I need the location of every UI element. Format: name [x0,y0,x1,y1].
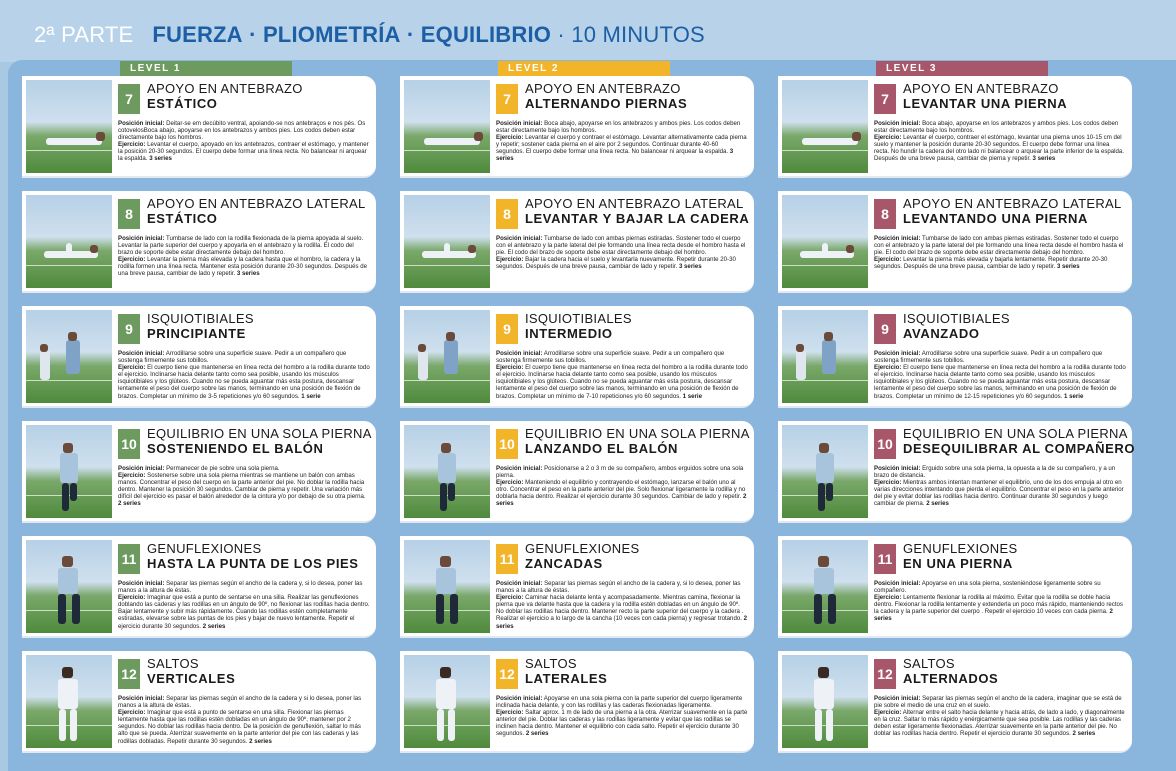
exercise-photo [782,655,868,748]
exercise-card [400,306,754,408]
player-figure [90,245,98,253]
exercise-title: APOYO EN ANTEBRAZO [525,81,681,96]
exercise-text: Mientras ambos intentan mantener el equilibrio, uno de los dos empuja al otro en varias direcciones intentando que pierda el equilibrio. Concentrar el peso en la parte anterior del pie y evitar doblar las rodillas hacia dentro. Continuar durante 30 segundos y luego cambiar de pierna. [874,479,1124,508]
player-figure [441,443,451,453]
series-count: 3 series [496,148,734,163]
exercise-description [874,580,1126,634]
page-title: 2ª PARTE FUERZA · PLIOMETRÍA · EQUILIBRIO · 10 MINUTOS [34,22,705,47]
player-figure [468,245,476,253]
exercise-description [874,120,1126,174]
exercise-label: Ejercicio: [118,256,146,264]
player-figure [818,556,829,567]
exercise-label: Ejercicio: [874,594,902,602]
exercise-photo [26,540,112,633]
exercise-description [118,235,370,289]
starting-position-text: Separar las piernas según el ancho de la cadera, imaginar que se está de pie sobre el medio de una cruz en el suelo. [874,695,1122,710]
player-figure [58,594,66,624]
exercise-text: Lentamente flexionar la rodilla al máximo. Evitar que la rodilla se doble hacia dentro. Flexionar la rodilla lentamente y extenderla un poco más rápido, manteniendo rectos la cadera y la parte superior del cuerpo . Repetir el ejercicio 10 veces con cada pierna. [874,594,1123,616]
exercise-card [400,536,754,638]
exercise-card [400,191,754,293]
series-count: 2 series [926,500,949,508]
series-count: 3 series [1056,263,1080,271]
field-line [404,725,490,726]
starting-position-text: Separar las piernas según el ancho de la cadera y, si lo desea, poner las manos a la altura de éstas. [496,580,741,595]
field-line [26,150,112,151]
level-label-2: LEVEL 2 [498,61,670,77]
exercise-photo [404,195,490,288]
player-figure [814,679,834,709]
exercise-label: Ejercicio: [874,134,902,142]
player-figure [438,453,456,483]
exercise-title: APOYO EN ANTEBRAZO LATERAL [525,196,744,211]
exercise-number-badge: 10 [496,429,518,459]
level-label-3: LEVEL 3 [876,61,1048,77]
exercise-label: Ejercicio: [496,364,524,372]
player-figure [62,556,73,567]
series-count: 2 series [496,493,747,508]
player-figure [70,709,77,741]
starting-position-label: Posición inicial: [874,120,921,127]
player-figure [846,245,854,253]
exercise-subtitle: ALTERNANDO PIERNAS [525,96,688,111]
exercise-subtitle: INTERMEDIO [525,326,613,341]
starting-position-label: Posición inicial: [118,120,165,127]
exercise-title: EQUILIBRIO EN UNA SOLA PIERNA [525,426,750,441]
exercise-text: El cuerpo tiene que mantenerse en línea recta del hombro a la rodilla durante todo el ejercicio. Inclinarse hacia delante tanto como sea posible, usando los músculos isquiotibiales y los glúteos. Cuando no se pueda aguantar más esta postura, descansar lentamente el peso del cuerpo sobre las manos, terminando en una posición de flexión de brazos. Completar un mínimo de 12-15 repeticiones y/o 60 segundos. [874,364,1126,400]
player-figure [796,344,804,352]
exercise-text: Levantar el cuerpo, contraer el estómago, levantar una pierna unos 10-15 cm del suelo y mantener la posición durante 20-30 segundos. El cuerpo debe formar una línea recta. No hundir la cadera del otro lado ni balancear o arquear la parte inferior de la espalda. Después de una breve pausa, cambiar de pierna y repetir. [874,134,1124,163]
player-figure [59,709,66,741]
starting-position-text: Arrodillarse sobre una superficie suave. Pedir a un compañero que sostenga firmemente sus tobillos. [496,350,725,365]
field-line [404,150,490,151]
exercise-number-badge: 11 [496,544,518,574]
exercise-subtitle: HASTA LA PUNTA DE LOS PIES [147,556,359,571]
exercise-description [496,120,748,174]
title-duration: 10 MINUTOS [571,22,705,47]
exercise-number-badge: 7 [496,84,518,114]
exercise-number-badge: 7 [874,84,896,114]
exercise-subtitle: LEVANTAR Y BAJAR LA CADERA [525,211,750,226]
exercise-photo [26,310,112,403]
exercise-photo [26,80,112,173]
exercise-label: Ejercicio: [118,594,146,602]
exercise-text: Caminar hacia delante lenta y acompasadamente. Mientras camina, flexionar la pierna que va delante hasta que la cadera y la rodilla estén dobladas en un ángulo de 90º. No doblar las rodillas hacia dentro. Mantener recto la parte superior del cuerpo y la cadera . Realizar el ejercicio a lo largo de la cancha (10 veces con cada pierna) y regresar trotando. [496,594,744,623]
starting-position-label: Posición inicial: [874,695,921,702]
exercise-photo [404,655,490,748]
exercise-number-badge: 8 [496,199,518,229]
exercise-title: GENUFLEXIONES [525,541,640,556]
series-count: 2 series [496,615,748,630]
field-line [404,495,490,496]
title-segment-balance: EQUILIBRIO [420,22,552,47]
player-figure [424,138,480,145]
exercise-description [874,465,1126,519]
player-figure [816,453,834,483]
player-figure [819,443,829,453]
series-count: 2 series [874,608,1113,623]
exercise-number-badge: 12 [874,659,896,689]
exercise-subtitle: ALTERNADOS [903,671,999,686]
exercise-subtitle: LATERALES [525,671,608,686]
starting-position-label: Posición inicial: [874,465,921,472]
player-figure [60,453,78,483]
player-figure [822,340,836,374]
exercise-number-badge: 9 [496,314,518,344]
exercise-description [118,580,370,634]
exercise-title: ISQUIOTIBIALES [147,311,254,326]
exercise-description [874,695,1126,749]
exercise-photo [782,425,868,518]
starting-position-label: Posición inicial: [496,235,543,242]
exercise-description [496,465,748,519]
exercise-subtitle: EN UNA PIERNA [903,556,1013,571]
exercise-card [400,651,754,753]
exercise-text: El cuerpo tiene que mantenerse en línea recta del hombro a la rodilla durante todo el ejercicio. Inclinarse hacia delante tanto como sea posible, usando los músculos isquiotibiales y los glúteos. Cuando no se pueda aguantar más esta postura, descansar lentamente el peso del cuerpo sobre las manos, terminando en una posición de flexión de brazos. Completar un mínimo de 7-10 repeticiones y/o 60 segundos. [496,364,748,400]
player-figure [436,679,456,709]
exercise-subtitle: AVANZADO [903,326,980,341]
exercise-text: Sostenerse sobre una sola pierna mientras se mantiene un balón con ambas manos. Concentrar el peso del cuerpo en la parte anterior del pie. No doblar la rodilla hacia dentro. Mantener la posición 30 segundos. Cambiar de pierna y repetir. Una variación más difícil del ejercicio es pasar el balón alrededor de la cintura y/o por debajo de su otra pierna. [118,472,366,501]
field-line [26,265,112,266]
exercise-subtitle: LEVANTAR UNA PIERNA [903,96,1068,111]
series-count: 3 series [236,270,260,278]
exercise-label: Ejercicio: [496,479,524,487]
starting-position-text: Tumbarse de lado con la rodilla flexionada de la pierna apoyada al suelo. Levantar la parte superior del cuerpo y apoyarla en el antebrazo y la rodilla. El codo del brazo de soporte debe estar directamente debajo del hombro. [118,235,364,257]
starting-position-text: Separar las piernas según el ancho de la cadera y si lo desea, poner las manos a la altura de éstas. [118,695,362,710]
exercise-label: Ejercicio: [874,709,902,717]
player-figure [826,709,833,741]
exercise-title: GENUFLEXIONES [147,541,262,556]
exercise-description [496,350,748,404]
series-count: 3 series [1032,155,1056,163]
starting-position-text: Tumbarse de lado con ambas piernas estiradas. Sostener todo el cuerpo con el antebrazo y la parte lateral del pie formando una línea recta desde el hombro hasta el pie. El codo del brazo de soporte debe estar directamente debajo del hombro. [874,235,1124,257]
exercise-description [496,580,748,634]
title-segment-plyometrics: PLIOMETRÍA [262,22,401,47]
exercise-label: Ejercicio: [118,472,146,480]
exercise-number-badge: 8 [874,199,896,229]
exercise-card [778,651,1132,753]
player-figure [72,594,80,624]
field-line [404,380,490,381]
exercise-card [400,421,754,523]
starting-position-label: Posición inicial: [118,695,165,702]
exercise-title: ISQUIOTIBIALES [903,311,1010,326]
exercise-title: SALTOS [147,656,199,671]
player-figure [70,483,77,501]
exercise-card [22,651,376,753]
starting-position-text: Arrodillarse sobre una superficie suave. Pedir a un compañero que sostenga firmemente sus tobillos. [118,350,347,365]
exercise-title: APOYO EN ANTEBRAZO [147,81,303,96]
player-figure [440,667,451,678]
series-count: 3 series [149,155,172,163]
exercise-photo [26,655,112,748]
level-label-1: LEVEL 1 [120,61,292,77]
starting-position-label: Posición inicial: [496,465,543,472]
field-line [782,495,868,496]
exercise-label: Ejercicio: [874,364,902,372]
starting-position-label: Posición inicial: [496,350,543,357]
player-figure [63,443,73,453]
starting-position-label: Posición inicial: [874,580,921,587]
exercise-text: El cuerpo tiene que mantenerse en línea recta del hombro a la rodilla durante todo el ejercicio. Inclinarse hacia delante tanto como sea posible, usando los músculos isquiotibiales y los glúteos. Cuando no se pueda aguantar más esta postura, descansar lentamente el peso del cuerpo sobre las manos, terminando en una posición de flexión de brazos. Completar un mínimo de 3-5 repeticiones y/o 60 segundos. [118,364,370,400]
exercise-subtitle: VERTICALES [147,671,236,686]
field-line [782,610,868,611]
player-figure [68,332,77,341]
player-figure [822,243,828,255]
starting-position-text: Deitar-se em decúbito ventral, apoiando-se nos antebraços e nos pés. Os cotovelosBoca abajo, apoyarse en los antebrazos y ambos pies. Los codos deben estar directamente bajo los hombros. [118,120,366,142]
exercise-label: Ejercicio: [118,364,146,372]
player-figure [444,340,458,374]
player-figure [440,556,451,567]
exercise-subtitle: DESEQUILIBRAR AL COMPAÑERO [903,441,1136,456]
field-line [782,380,868,381]
exercise-label: Ejercicio: [496,709,524,717]
exercise-card [778,76,1132,178]
exercise-photo [26,425,112,518]
exercise-description [496,695,748,749]
player-figure [852,132,861,141]
player-figure [62,667,73,678]
exercise-number-badge: 10 [118,429,140,459]
exercise-subtitle: LEVANTANDO UNA PIERNA [903,211,1088,226]
player-figure [802,138,858,145]
starting-position-label: Posición inicial: [118,235,165,242]
exercise-number-badge: 9 [118,314,140,344]
player-figure [448,483,455,501]
exercise-text: Manteniendo el equilibrio y contrayendo el estómago, lanzarse el balón uno al otro. Concentrar el peso en la parte anterior del pie. Solo flexionar ligeramente la rodilla y no doblarla hacia dentro. Realizar el ejercicio durante 30 segundos. Cambiar de lado y repetir. [496,479,746,501]
player-figure [828,594,836,624]
field-line [26,725,112,726]
exercise-subtitle: LANZANDO EL BALÓN [525,441,678,456]
exercise-number-badge: 8 [118,199,140,229]
starting-position-label: Posición inicial: [118,465,165,472]
exercise-card [778,306,1132,408]
exercise-label: Ejercicio: [118,709,146,717]
exercise-description [118,350,370,404]
player-figure [444,243,450,255]
exercise-photo [782,310,868,403]
exercise-label: Ejercicio: [874,256,902,264]
exercise-photo [404,540,490,633]
series-count: 2 series [118,500,141,508]
series-count: 1 serie [1064,392,1084,400]
player-figure [448,709,455,741]
player-figure [46,138,102,145]
exercise-text: Levantar el cuerpo y contraer el estómago. Levantar alternativamente cada pierna y repetir; sostener cada pierna en el aire por 2 segundos. Continuar durante 40-60 segundos. El cuerpo debe formar una línea recta. No balancear ni arquear la espalda. [496,134,747,156]
starting-position-label: Posición inicial: [496,580,543,587]
exercise-description [874,350,1126,404]
starting-position-text: Boca abajo, apoyarse en los antebrazos y ambos pies. Los codos deben estar directamente bajo los hombros. [496,120,741,135]
exercise-description [118,120,370,174]
exercise-text: Levantar el cuerpo, apoyado en los antebrazos, contraer el estómago, y mantener la posición 20-30 segundos. El cuerpo debe formar una línea recta. No balancear ni arquear la espalda. [118,141,369,163]
field-line [404,265,490,266]
player-figure [818,667,829,678]
player-figure [40,344,48,352]
exercise-card [778,536,1132,638]
player-figure [796,350,806,380]
starting-position-text: Arrodillarse sobre una superficie suave. Pedir a un compañero que sostenga firmemente sus tobillos. [874,350,1103,365]
exercise-card [22,306,376,408]
exercise-title: SALTOS [903,656,955,671]
field-line [782,150,868,151]
exercise-card [22,421,376,523]
exercise-photo [404,310,490,403]
exercise-number-badge: 12 [496,659,518,689]
player-figure [446,332,455,341]
exercise-title: GENUFLEXIONES [903,541,1018,556]
player-figure [66,243,72,255]
exercise-subtitle: ZANCADAS [525,556,603,571]
player-figure [62,483,69,511]
player-figure [436,594,444,624]
exercise-text: Bajar la cadera hacia el suelo y levantarla nuevamente. Repetir durante 20-30 segundos. Después de una breve pausa, cambiar de lado y repetir. [496,256,736,271]
player-figure [58,568,78,594]
exercise-subtitle: ESTÁTICO [147,96,218,111]
player-figure [450,594,458,624]
exercise-photo [782,195,868,288]
field-line [782,725,868,726]
exercise-label: Ejercicio: [874,479,902,487]
exercise-text: Alternar entre el salto hacia delante y hacia atrás, de lado a lado, y diagonalmente en la cruz. Saltar lo más rápido y enérgicamente que sea posible. Las rodillas y las caderas deben estar ligeramente flexionadas. Aterrizar suavemente en la parte anterior del pie. No doblar las rodillas hacia dentro. Repetir el ejercicio durante 30 segundos. [874,709,1125,738]
player-figure [58,679,78,709]
field-line [26,610,112,611]
player-figure [418,350,428,380]
exercise-label: Ejercicio: [496,134,524,142]
exercise-title: APOYO EN ANTEBRAZO LATERAL [147,196,366,211]
exercise-title: APOYO EN ANTEBRAZO [903,81,1059,96]
exercise-card [22,536,376,638]
player-figure [40,350,50,380]
starting-position-text: Permanecer de pie sobre una sola pierna. [166,465,280,472]
exercise-text: Saltar aprox. 1 m de lado de una pierna a la otra. Aterrizar suavemente en la parte anterior del pie. Doblar las caderas y las rodillas ligeramente y evitar que las rodillas se inclinen hacia dentro. Mantener el equilibrio con cada salto. Repetir el ejercicio durante 30 segundos. [496,709,748,738]
starting-position-label: Posición inicial: [118,580,165,587]
exercise-subtitle: SOSTENIENDO EL BALÓN [147,441,324,456]
exercise-card [22,191,376,293]
exercise-card [22,76,376,178]
series-count: 2 series [202,622,226,630]
series-count: 2 series [525,730,549,738]
series-count: 2 series [1072,730,1096,738]
exercise-text: Imaginar que está a punto de sentarse en una silla. Flexionar las piernas lentamente hasta que las rodillas estén dobladas en un ángulo de 90º, mantener por 2 segundos. No doblar las rodillas hacia dentro. De la posición de genuflexión, saltar lo más alto que se pueda. Aterrizar suavemente en la parte anterior del pie con las caderas y las rodillas dobladas. Repetir durante 30 segundos. [118,709,361,745]
exercise-card [778,191,1132,293]
starting-position-label: Posición inicial: [496,695,543,702]
starting-position-label: Posición inicial: [496,120,543,127]
starting-position-label: Posición inicial: [118,350,165,357]
player-figure [815,709,822,741]
field-line [26,495,112,496]
exercise-title: SALTOS [525,656,577,671]
series-count: 3 series [678,263,702,271]
exercise-photo [404,80,490,173]
field-line [404,610,490,611]
starting-position-text: Erguido sobre una sola pierna, la opuesta a la de su compañero, y a un brazo de distancia. [874,465,1116,480]
exercise-title: APOYO EN ANTEBRAZO LATERAL [903,196,1122,211]
player-figure [418,344,426,352]
series-count: 2 series [249,737,272,745]
player-figure [96,132,105,141]
player-figure [826,483,833,501]
player-figure [814,594,822,624]
exercise-title: EQUILIBRIO EN UNA SOLA PIERNA [147,426,372,441]
exercise-subtitle: PRINCIPIANTE [147,326,246,341]
player-figure [474,132,483,141]
exercise-number-badge: 12 [118,659,140,689]
exercise-description [118,695,370,749]
part-label: 2ª PARTE [34,22,134,47]
exercise-card [400,76,754,178]
starting-position-text: Apoyarse en una sola pierna, sosteniéndose ligeramente sobre su compañero. [874,580,1101,595]
exercise-label: Ejercicio: [118,141,146,149]
exercise-title: ISQUIOTIBIALES [525,311,632,326]
starting-position-text: Separar las piernas según el ancho de la cadera y, si lo desea, poner las manos a la altura de éstas. [118,580,363,595]
exercise-text: Levantar la pierna más elevada y bajarla lentamente. Repetir durante 20-30 segundos. Después de una breve pausa, cambiar de lado y repetir. [874,256,1108,271]
exercise-description [874,235,1126,289]
exercise-label: Ejercicio: [496,594,524,602]
exercise-number-badge: 9 [874,314,896,344]
exercise-number-badge: 11 [118,544,140,574]
player-figure [818,483,825,511]
player-figure [66,340,80,374]
field-line [26,380,112,381]
exercise-label: Ejercicio: [496,256,524,264]
exercise-photo [782,540,868,633]
exercise-number-badge: 7 [118,84,140,114]
field-line [782,265,868,266]
starting-position-label: Posición inicial: [874,235,921,242]
exercise-text: Levantar la pierna más elevada y la cadera hasta que el hombro, la cadera y la rodilla formen una línea recta. Mantener esta posición durante 20-30 segundos. Después de una breve pausa, cambiar de lado y repetir. [118,256,367,278]
player-figure [437,709,444,741]
title-segment-strength: FUERZA [152,22,243,47]
player-figure [440,483,447,511]
exercise-description [496,235,748,289]
starting-position-label: Posición inicial: [874,350,921,357]
exercise-photo [782,80,868,173]
player-figure [436,568,456,594]
starting-position-text: Boca abajo, apoyarse en los antebrazos y ambos pies. Los codos deben estar directamente bajo los hombros. [874,120,1119,135]
exercise-description [118,465,370,519]
player-figure [814,568,834,594]
exercise-subtitle: ESTÁTICO [147,211,218,226]
series-count: 1 serie [682,392,702,400]
exercise-photo [26,195,112,288]
exercise-card [778,421,1136,523]
starting-position-text: Tumbarse de lado con ambas piernas estiradas. Sostener todo el cuerpo con el antebrazo y la parte lateral del pie formando una línea recta desde el hombro hasta el pie. El codo del brazo de soporte debe estar directamente debajo del hombro. [496,235,746,257]
exercise-number-badge: 10 [874,429,896,459]
starting-position-text: Apoyarse en una sola pierna con la parte superior del cuerpo ligeramente inclinada hacia delante, y con las rodillas y las caderas flexionadas ligeramente. [496,695,743,710]
exercise-text: Imaginar que está a punto de sentarse en una silla. Realizar las genuflexiones doblando las caderas y las rodillas en un ángulo de 90º, no flexionar las rodillas hacia dentro. Bajar lentamente y subir más rápidamente. Cuando las rodillas estén completamente estiradas, elevarse sobre las puntas de los pies y bajar de nuevo lentamente. Repetir el ejercicio durante 30 segundos. [118,594,370,630]
starting-position-text: Posicionarse a 2 o 3 m de su compañero, ambos erguidos sobre una sola pierna. [496,465,744,480]
exercise-number-badge: 11 [874,544,896,574]
player-figure [824,332,833,341]
exercise-photo [404,425,490,518]
exercise-title: EQUILIBRIO EN UNA SOLA PIERNA [903,426,1128,441]
series-count: 1 serie [301,392,321,400]
